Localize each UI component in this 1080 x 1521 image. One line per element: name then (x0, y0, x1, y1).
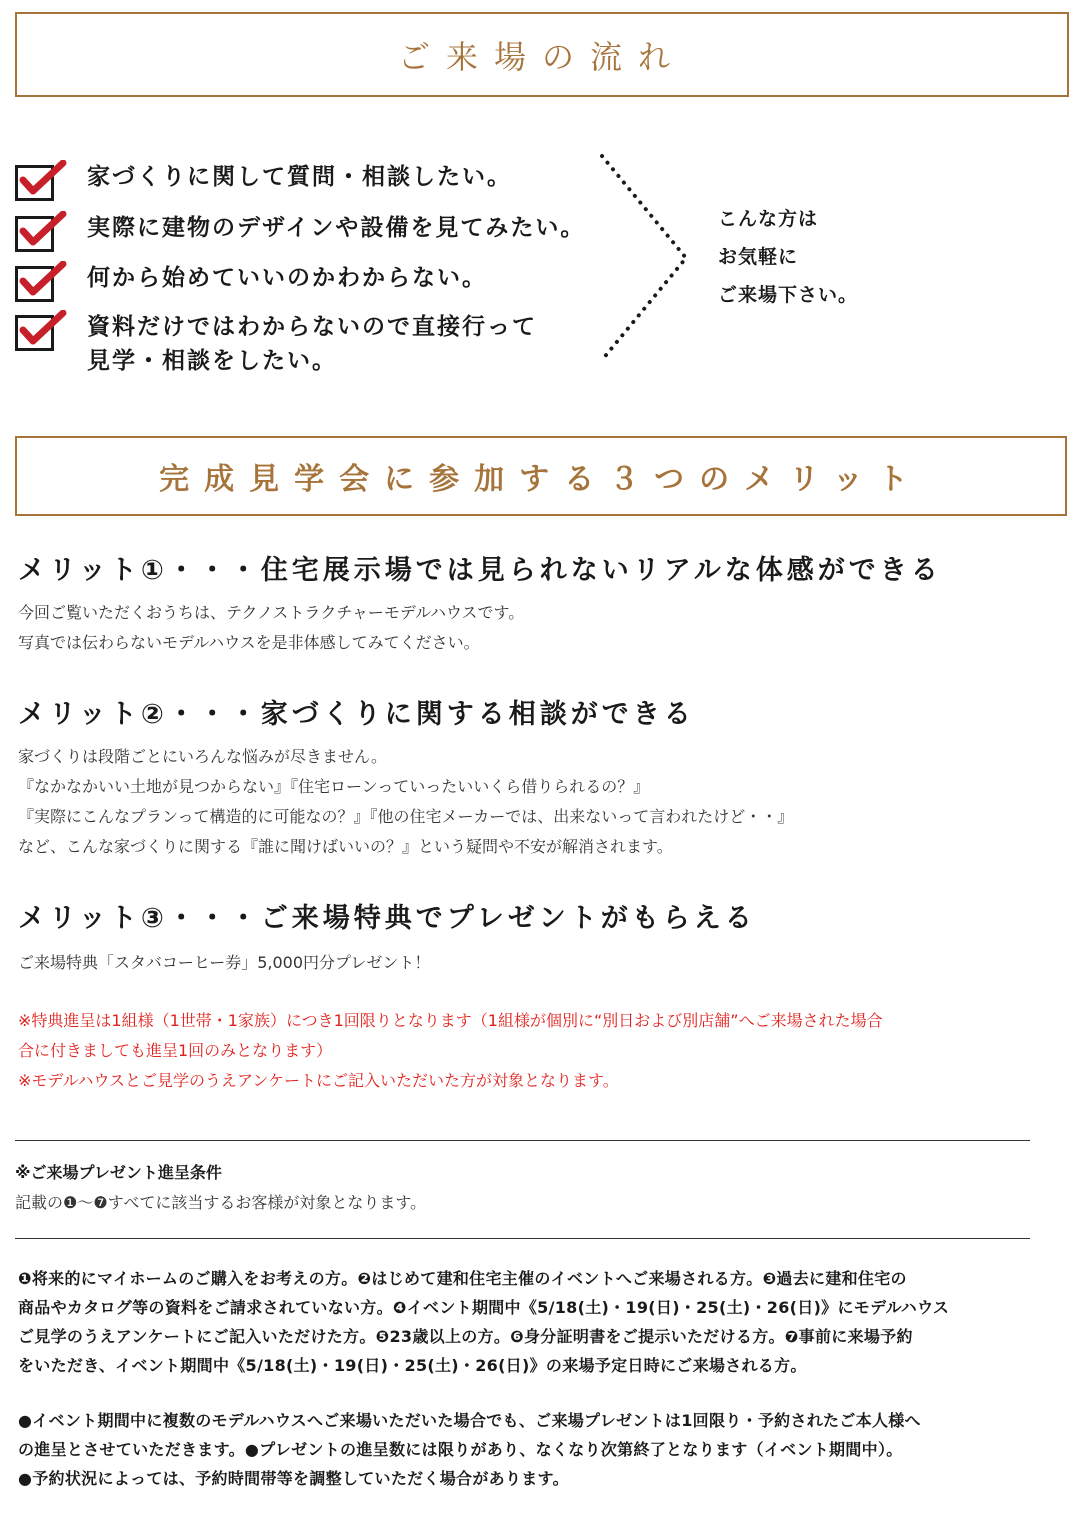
body-line: 『なかなかいい土地が見つからない』『住宅ローンっていったいいくら借りられるの？』 (18, 777, 650, 796)
checkbox-check-icon (15, 261, 67, 301)
note-line: こんな方は (718, 208, 819, 230)
body-line: 写真では伝わらないモデルハウスを是非体感してみてください。 (18, 633, 480, 652)
notice-line: 合に付きましても進呈1回のみとなります） (18, 1041, 333, 1060)
body-line: 『実際にこんなプランって構造的に可能なの？』『他の住宅メーカーでは、出来ないって言われたけど・・』 (18, 807, 794, 826)
flow-section-title (15, 12, 1069, 97)
merit3-heading: メリット③・・・ご来場特典でプレゼントがもらえる (18, 903, 756, 934)
note-line: の進呈とさせていただきます。●プレゼントの進呈数には限りがあり、なくなり次第終了となります（イベント期間中）。 (18, 1440, 903, 1459)
body-line: 今回ご覧いただくおうちは、テクノストラクチャーモデルハウスです。 (18, 603, 525, 622)
checkbox-check-icon (15, 160, 67, 200)
conditions-title: ※ご来場プレゼント進呈条件 (15, 1163, 222, 1182)
note-line: ●イベント期間中に複数のモデルハウスへご来場いただいた場合でも、ご来場プレゼントは1回限り・予約されたご本人様へ (18, 1411, 921, 1430)
merits-section-title (15, 436, 1067, 516)
merit3-body: ご来場特典「スタバコーヒー券」5,000円分プレゼント！ (18, 953, 431, 972)
merit2-heading: メリット②・・・家づくりに関する相談ができる (18, 699, 695, 730)
merit1-heading: メリット①・・・住宅展示場では見られないリアルな体感ができる (18, 555, 942, 586)
condition-line: ご見学のうえアンケートにご記入いただけた方。❺23歳以上の方。❻身分証明書をご提示いただける方。❼事前に来場予約 (18, 1327, 913, 1346)
merit2-body (18, 742, 793, 862)
merits-title-text: 完成見学会に参加する３つのメリット (159, 462, 923, 497)
checklist-text-line1: 資料だけではわからないので直接行って (87, 314, 537, 340)
conditions-list (18, 1264, 1058, 1380)
checklist-text: 何から始めていいのかわからない。 (87, 265, 487, 291)
note-line: ご来場下さい。 (718, 284, 859, 306)
checkbox-check-icon (15, 211, 67, 251)
checklist-text-line2: 見学・相談をしたい。 (87, 348, 337, 374)
divider (15, 1140, 1030, 1141)
checkbox-check-icon (15, 310, 67, 350)
conditions-subtitle: 記載の❶〜❼すべてに該当するお客様が対象となります。 (15, 1193, 427, 1212)
condition-line: をいただき、イベント期間中《5/18(土)・19(日)・25(土)・26(日)》の来場予定日時にご来場される方。 (18, 1356, 807, 1375)
checklist-item (15, 310, 537, 378)
condition-line: ❶将来的にマイホームのご購入をお考えの方。❷はじめて建和住宅主催のイベントへご来場される方。❸過去に建和住宅の (18, 1269, 907, 1288)
checklist-item (15, 160, 512, 200)
condition-line: 商品やカタログ等の資料をご請求されていない方。❹イベント期間中《5/18(土)・19(日)・25(土)・26(日)》にモデルハウス (18, 1298, 950, 1317)
merit1-body (18, 598, 524, 658)
checklist-text: 実際に建物のデザインや設備を見てみたい。 (87, 215, 586, 241)
body-line: など、こんな家づくりに関する『誰に聞けばいいの？』という疑問や不安が解消されます。 (18, 837, 673, 856)
notice-line: ※モデルハウスとご見学のうえアンケートにご記入いただいた方が対象となります。 (18, 1071, 619, 1090)
note-line: ●予約状況によっては、予約時間帯等を調整していただく場合があります。 (18, 1469, 569, 1488)
notice-line: ※特典進呈は1組様（1世帯・1家族）につき1回限りとなります（1組様が個別に“別日および別店舗”へご来場された場合 (18, 1011, 883, 1030)
checklist-item (15, 261, 487, 301)
checklist-item (15, 211, 585, 251)
flow-title-text: ご来場の流れ (397, 37, 686, 76)
merit3-notice (18, 1006, 883, 1096)
dotted-chevron-icon (598, 152, 693, 367)
divider (15, 1238, 1030, 1239)
conditions-notes (18, 1406, 1058, 1493)
checklist-text: 家づくりに関して質問・相談したい。 (87, 164, 512, 190)
body-line: 家づくりは段階ごとにいろんな悩みが尽きません。 (18, 747, 387, 766)
checklist-text (87, 310, 537, 378)
note-line: お気軽に (718, 246, 799, 268)
invitation-note (718, 200, 858, 314)
